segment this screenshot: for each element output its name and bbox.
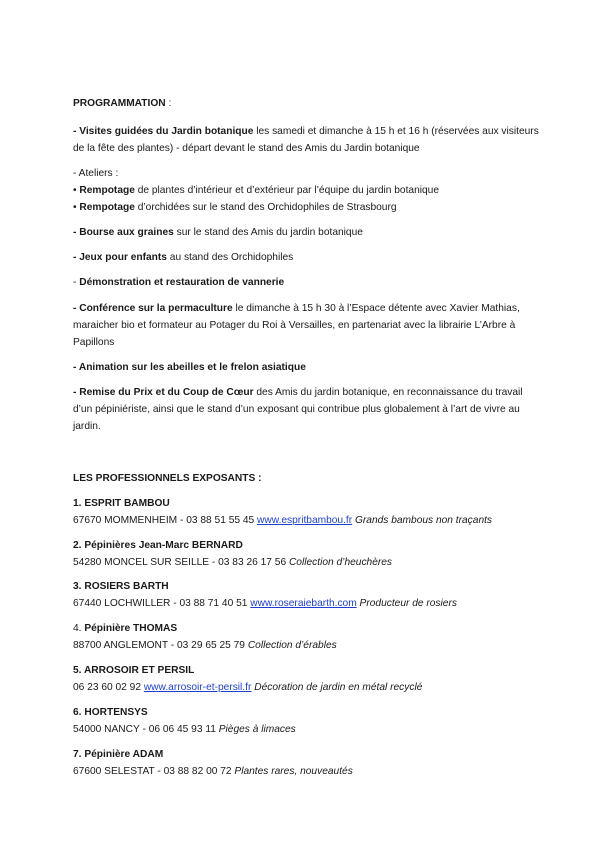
exposants-heading: LES PROFESSIONNELS EXPOSANTS : bbox=[73, 473, 262, 484]
bourse-line: - Bourse aux graines sur le stand des Amis du jardin botanique bbox=[73, 227, 363, 238]
exposant-name: 6. HORTENSYS bbox=[73, 707, 148, 718]
ateliers-item: • Rempotage d’orchidées sur le stand des Orchidophiles de Strasbourg bbox=[73, 202, 397, 213]
conference-line-1: - Conférence sur la permaculture le dimanche à 15 h 30 à l’Espace détente avec Xavier Mathias, bbox=[73, 303, 520, 314]
remise-line-1: - Remise du Prix et du Coup de Cœur des Amis du jardin botanique, en reconnaissance du travail bbox=[73, 387, 523, 398]
ateliers-item: • Rempotage de plantes d’intérieur et d’extérieur par l’équipe du jardin botanique bbox=[73, 185, 440, 196]
exposant-name: 3. ROSIERS BARTH bbox=[73, 581, 169, 592]
demonstration-line: - Démonstration et restauration de vannerie bbox=[73, 277, 285, 288]
exposant-contact: 67670 MOMMENHEIM - 03 88 51 55 45 www.espritbambou.fr Grands bambous non traçants bbox=[73, 515, 493, 526]
exposant-website-link[interactable]: www.arrosoir-et-persil.fr bbox=[143, 682, 252, 693]
exposant-contact: 54000 NANCY - 06 06 45 93 11 Pièges à limaces bbox=[73, 724, 296, 735]
jeux-line: - Jeux pour enfants au stand des Orchidophiles bbox=[73, 252, 294, 263]
exposant-website-link[interactable]: www.roseraiebarth.com bbox=[250, 598, 357, 609]
exposant-name: 2. Pépinières Jean-Marc BERNARD bbox=[73, 540, 243, 551]
visites-line-2: de la fête des plantes) - départ devant le stand des Amis du Jardin botanique bbox=[73, 143, 420, 154]
exposant-name: 1. ESPRIT BAMBOU bbox=[73, 498, 170, 509]
programmation-heading-line: PROGRAMMATION : bbox=[73, 98, 172, 109]
animation-line: - Animation sur les abeilles et le frelon asiatique bbox=[73, 362, 306, 373]
bullet-icon: • bbox=[73, 202, 80, 213]
exposant-name: 5. ARROSOIR ET PERSIL bbox=[73, 665, 195, 676]
visites-title: - Visites guidées du Jardin botanique bbox=[73, 126, 254, 137]
exposant-name: 4. Pépinière THOMAS bbox=[73, 623, 178, 634]
ateliers-heading: - Ateliers : bbox=[73, 168, 119, 179]
remise-line-3: jardin. bbox=[73, 421, 101, 432]
remise-line-2: d’un pépiniériste, ainsi que le stand d’un exposant qui contribue plus globalement à l’art de vivre au bbox=[73, 404, 520, 415]
bullet-icon: • bbox=[73, 185, 80, 196]
conference-line-2: maraicher bio et formateur au Potager du Roi à Versailles, en partenariat avec la librairie L’Arbre à bbox=[73, 320, 516, 331]
exposant-contact: 67440 LOCHWILLER - 03 88 71 40 51 www.roseraiebarth.com Producteur de rosiers bbox=[73, 598, 457, 609]
exposant-name: 7. Pépinière ADAM bbox=[73, 749, 164, 760]
exposant-website-link[interactable]: www.espritbambou.fr bbox=[257, 515, 353, 526]
exposant-contact: 88700 ANGLEMONT - 03 29 65 25 79 Collection d’érables bbox=[73, 640, 337, 651]
programmation-heading: PROGRAMMATION bbox=[73, 98, 166, 109]
exposant-contact: 54280 MONCEL SUR SEILLE - 03 83 26 17 56 Collection d’heuchères bbox=[73, 557, 393, 568]
conference-line-3: Papillons bbox=[73, 337, 115, 348]
exposant-contact: 06 23 60 02 92 www.arrosoir-et-persil.fr Décoration de jardin en métal recyclé bbox=[73, 682, 423, 693]
visites-line-1: - Visites guidées du Jardin botanique les samedi et dimanche à 15 h et 16 h (réservées aux visiteurs bbox=[73, 126, 539, 137]
exposant-contact: 67600 SELESTAT - 03 88 82 00 72 Plantes rares, nouveautés bbox=[73, 766, 353, 777]
